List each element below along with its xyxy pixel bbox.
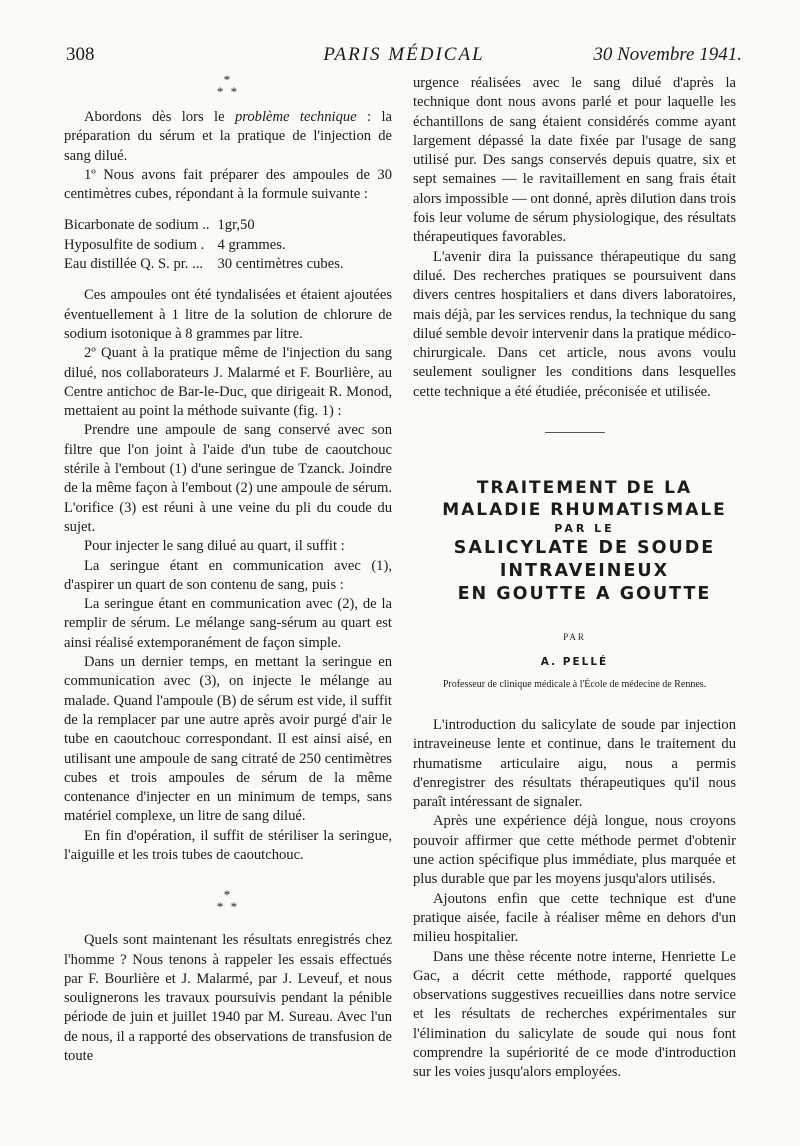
author-affiliation: Professeur de clinique médicale à l'École de médecine de Rennes. <box>442 678 707 690</box>
page-header <box>66 44 742 74</box>
section-separator-stars: * * * <box>216 72 240 99</box>
paragraph: Abordons dès lors le problème technique : la préparation du sérum et la pratique de l'injection de sang dilué. <box>64 109 392 164</box>
paragraph: Pour injecter le sang dilué au quart, il suffit : <box>84 538 345 555</box>
author-name: A. PELLÉ <box>540 656 609 669</box>
paragraph: Prendre une ampoule de sang conservé avec son filtre que l'on joint à l'aide d'un tube de caoutchouc stérile à l'embout (1) d'une seringue de Tzanck. Joindre de la même façon à l'embout (2) une ampoule de sérum. L'orifice (3) est réuni à une veine du pli du coude du sujet. <box>64 422 392 535</box>
formula-table <box>64 216 344 274</box>
paragraph: L'introduction du salicylate de soude par injection intraveineuse lente et continue, dans le traitement du rhumatisme articulaire aigu, nous a permis d'enregistrer des résultats thérapeutiques qu'il nous paraît intéressant de signaler. <box>413 716 736 811</box>
title-line: TRAITEMENT DE LA <box>476 478 693 499</box>
paragraph: L'avenir dira la puissance thérapeutique du sang dilué. Des recherches pratiques se poursuivent dans divers centres hospitaliers et dans divers laboratoires, mais déjà, par les services rendus, la technique du sang dilué semble devoir intervenir dans la pratique médico-chirurgicale. Dans cet article, nous avons voulu seulement souligner les conditions dans lesquelles cette technique a été étudiée, préconisée et utilisée. <box>413 248 736 400</box>
title-line: MALADIE RHUMATISMALE <box>442 500 727 521</box>
paragraph: Après une expérience déjà longue, nous croyons pouvoir affirmer que cette méthode permet d'obtenir une action spécifique plus immédiate, plus marquée et plus durable que par les moyens jusqu'alors utilisés. <box>413 813 736 888</box>
right-column <box>413 74 736 1083</box>
left-column <box>64 74 392 1066</box>
article-divider <box>545 432 605 433</box>
title-line: SALICYLATE DE SOUDE <box>453 538 716 559</box>
formula-row: Eau distillée Q. S. pr. ... 30 centimètres cubes. <box>64 256 344 273</box>
paragraph: Dans un dernier temps, en mettant la seringue en communication avec (3), on injecte le mélange au malade. Quand l'ampoule (B) de sérum est vide, il suffit de la remplacer par une autre après avoir purgé d'air le tube en caoutchouc correspondant. Il est ainsi aisé, en utilisant une ampoule de sang citraté de 250 centimètres cubes et trois ampoules de sérum de la même contenance d'injecter en un minimum de temps, sans matériel complexe, un litre de sang dilué. <box>64 654 392 825</box>
formula-row: Bicarbonate de sodium .. 1gr,50 <box>64 217 255 234</box>
page-number: 308 <box>66 44 95 65</box>
journal-title: PARIS MÉDICAL <box>323 44 485 65</box>
paragraph: Dans une thèse récente notre interne, Henriette Le Gac, a décrit cette méthode, rapporté quelques observations suggestives recueillies dans notre service et les résultats de recherches expérimentales sur l'élimination du salicylate de soude qui nous font comprendre la supériorité de ce mode d'introduction sur les voies jusqu'alors employées. <box>413 948 736 1081</box>
paragraph: Quels sont maintenant les résultats enregistrés chez l'homme ? Nous tenons à rappeler les essais effectués par F. Bourlière et J. Malarmé, par J. Leveuf, et nous soulignerons les travaux poursuivis pendant la pénible période de juin et juillet 1940 par M. Sureau. Avec l'un de nous, il a rapporté des observations de transfusion de toute <box>64 932 392 1065</box>
title-connector: PAR LE <box>554 522 615 536</box>
paragraph: En fin d'opération, il suffit de stériliser la seringue, l'aiguille et les trois tubes de caoutchouc. <box>64 827 392 863</box>
byline-par: PAR <box>563 632 586 643</box>
paragraph: Ces ampoules ont été tyndalisées et étaient ajoutées éventuellement à 1 litre de la solution de chlorure de sodium isotonique à 8 grammes par litre. <box>64 287 392 342</box>
title-line: EN GOUTTE A GOUTTE <box>457 584 712 605</box>
paragraph: 1º Nous avons fait préparer des ampoules de 30 centimètres cubes, répondant à la formule suivante : <box>64 166 392 203</box>
paragraph: 2º Quant à la pratique même de l'injection du sang dilué, nos collaborateurs J. Malarmé et F. Bourlière, au Centre antichoc de Bar-le-Duc, que dirigeait R. Monod, mettaient au point la méthode suivante (fig. 1) : <box>64 345 392 420</box>
paragraph: La seringue étant en communication avec (2), de la remplir de sérum. Le mélange sang-sérum au quart est ainsi réalisé extemporanément de façon simple. <box>64 596 392 651</box>
issue-date: 30 Novembre 1941. <box>593 44 742 65</box>
formula-row: Hyposulfite de sodium . 4 grammes. <box>64 236 286 253</box>
article-title <box>413 477 736 606</box>
title-line: INTRAVEINEUX <box>499 561 670 582</box>
paragraph: La seringue étant en communication avec (1), d'aspirer un quart de son contenu de sang, puis : <box>64 557 392 593</box>
section-separator-stars: * * * <box>216 887 240 915</box>
paragraph: Ajoutons enfin que cette technique est d'une pratique aisée, facile à réaliser même en dehors d'un milieu hospitalier. <box>413 890 736 946</box>
paragraph: urgence réalisées avec le sang dilué d'après la technique dont nous avons parlé et pour laquelle les échantillons de sang étaient considérés comme ayant largement dépassé la date fixée par l'usage de sang utilisé pur. Des sangs conservés depuis quatre, six et sept semaines — le ravitaillement en sang frais était alors impossible — ont donné, après dilution dans trois fois leur volume de sérum physiologique, des résultats thérapeutiques favorables. <box>413 75 736 246</box>
